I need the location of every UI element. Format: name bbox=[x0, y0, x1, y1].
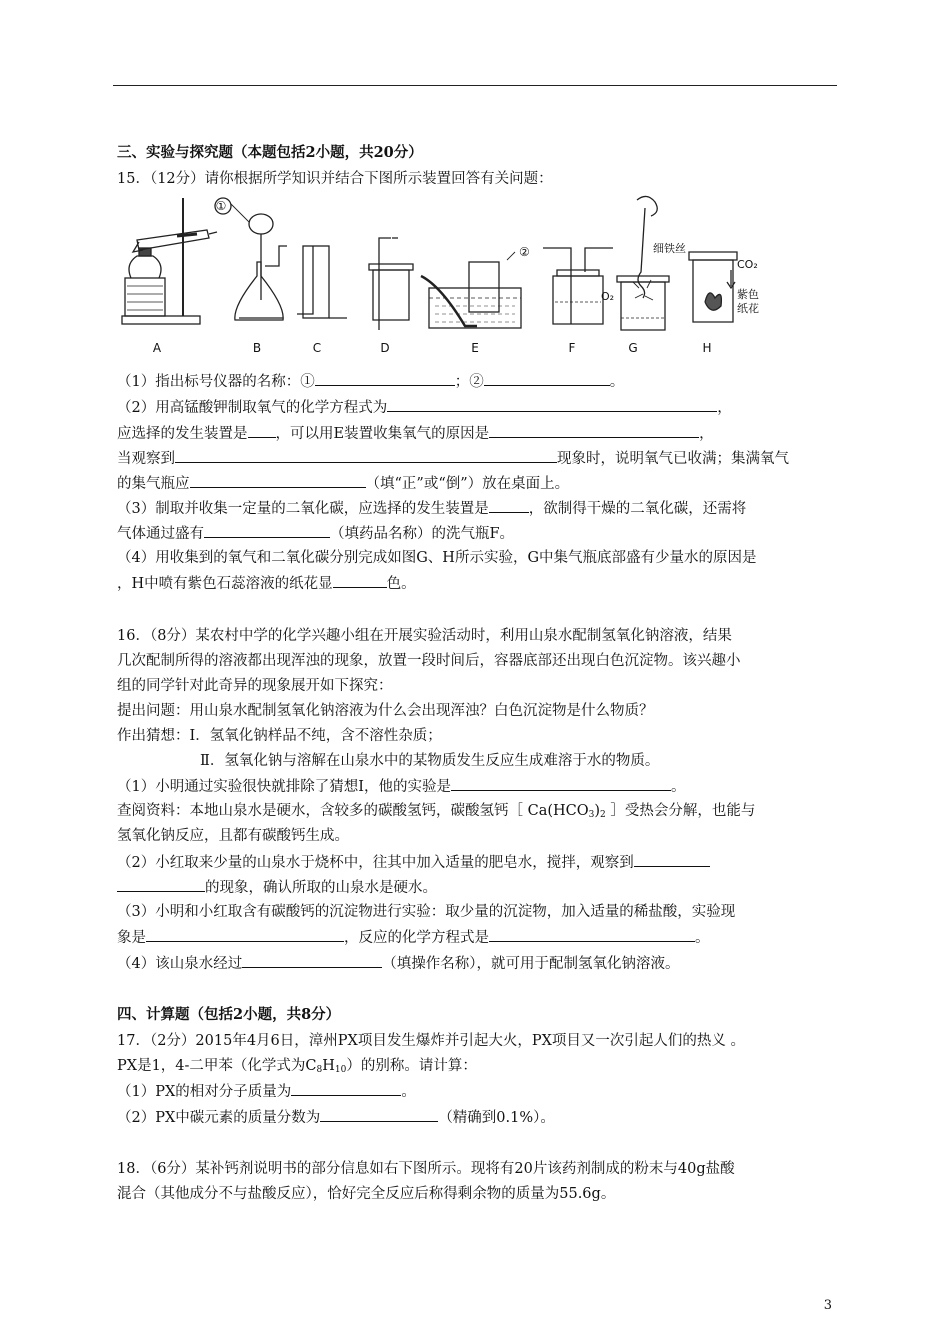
q16-part3-line2: 象是 ，反应的化学方程式是 。 bbox=[117, 927, 710, 948]
answer-blank[interactable] bbox=[315, 371, 455, 386]
q16-part1: （1）小明通过实验很快就排除了猜想Ⅰ，他的实验是 。 bbox=[117, 776, 685, 797]
answer-blank[interactable] bbox=[451, 776, 671, 791]
answer-blank[interactable] bbox=[291, 1081, 401, 1096]
q16-stem-3: 组的同学针对此奇异的现象展开如下探究： bbox=[117, 678, 393, 694]
q15-part3-line1: （3）制取并收集一定量的二氧化碳，应选择的发生装置是 ，欲制得干燥的二氧化碳，还需将 bbox=[117, 498, 746, 519]
label-o2: O₂ bbox=[601, 290, 615, 303]
apparatus-d bbox=[369, 238, 413, 330]
answer-blank[interactable] bbox=[489, 927, 695, 942]
apparatus-g bbox=[617, 196, 669, 330]
q18-stem-1: 18．（6分）某补钙剂说明书的部分信息如右下图所示。现将有20片该药剂制成的粉末与40g盐酸 bbox=[117, 1161, 735, 1177]
label-c: C bbox=[312, 341, 322, 355]
q16-part4: （4）该山泉水经过 （填操作名称），就可用于配制氢氧化钠溶液。 bbox=[117, 953, 679, 974]
q16-question: 提出问题：用山泉水配制氢氧化钠溶液为什么会出现浑浊？白色沉淀物是什么物质？ bbox=[117, 703, 654, 719]
q15-part4-line1: （4）用收集到的氧气和二氧化碳分别完成如图G、H所示实验，G中集气瓶底部盛有少量水的原因是 bbox=[117, 550, 757, 566]
q17-part1: （1）PX的相对分子质量为 。 bbox=[117, 1081, 416, 1102]
q16-stem-1: 16．（8分）某农村中学的化学兴趣小组在开展实验活动时，利用山泉水配制氢氧化钠溶液，结果 bbox=[117, 628, 732, 644]
answer-blank[interactable] bbox=[320, 1107, 438, 1122]
label-co2: CO₂ bbox=[737, 258, 758, 271]
label-paper-2: 纸花 bbox=[737, 302, 759, 315]
q16-stem-2: 几次配制所得的溶液都出现浑浊的现象，放置一段时间后，容器底部还出现白色沉淀物。该兴趣小 bbox=[117, 653, 741, 669]
q16-part2-line2: 的现象，确认所取的山泉水是硬水。 bbox=[117, 877, 437, 898]
apparatus-c bbox=[297, 246, 347, 318]
q18-stem-2: 混合（其他成分不与盐酸反应），恰好完全反应后称得剩余物的质量为55.6g。 bbox=[117, 1186, 616, 1202]
answer-blank[interactable] bbox=[387, 397, 717, 412]
label-a: A bbox=[152, 341, 162, 355]
answer-blank[interactable] bbox=[146, 927, 344, 942]
label-b: B bbox=[252, 341, 262, 355]
q17-stem-1: 17．（2分）2015年4月6日，漳州PX项目发生爆炸并引起大火，PX项目又一次引起人们的热义 。 bbox=[117, 1033, 746, 1049]
q15-part2-line4: 的集气瓶应 （填“正”或“倒”）放在桌面上。 bbox=[117, 473, 569, 494]
callout-1: ① bbox=[215, 199, 227, 213]
label-e: E bbox=[471, 341, 479, 355]
section4-heading: 四、计算题（包括2小题，共8分） bbox=[117, 1006, 341, 1023]
answer-blank[interactable] bbox=[489, 423, 699, 438]
apparatus-figure bbox=[117, 190, 762, 360]
label-g: G bbox=[628, 341, 638, 355]
answer-blank[interactable] bbox=[333, 573, 387, 588]
q17-part2: （2）PX中碳元素的质量分数为 （精确到0.1%）。 bbox=[117, 1107, 555, 1128]
callout-2: ② bbox=[519, 245, 530, 259]
page-number: 3 bbox=[823, 1298, 832, 1313]
answer-blank[interactable] bbox=[204, 523, 330, 538]
q15-part4-line2: ，H中喷有紫色石蕊溶液的纸花显 色。 bbox=[117, 573, 416, 594]
apparatus-h bbox=[689, 252, 737, 322]
section3-heading: 三、实验与探究题（本题包括2小题，共20分） bbox=[117, 144, 423, 161]
answer-blank[interactable] bbox=[117, 877, 205, 892]
label-d: D bbox=[380, 341, 390, 355]
answer-blank[interactable] bbox=[175, 448, 557, 463]
q16-hypothesis-1: 作出猜想：Ⅰ．氢氧化钠样品不纯，含不溶性杂质； bbox=[117, 728, 442, 744]
q16-part3-line1: （3）小明和小红取含有碳酸钙的沉淀物进行实验：取少量的沉淀物，加入适量的稀盐酸，实验现 bbox=[117, 904, 736, 920]
q15-part3-line2: 气体通过盛有 （填药品名称）的洗气瓶F。 bbox=[117, 523, 514, 544]
apparatus-f bbox=[543, 248, 613, 324]
answer-blank[interactable] bbox=[248, 423, 276, 438]
q16-hypothesis-2: Ⅱ．氢氧化钠与溶解在山泉水中的某物质发生反应生成难溶于水的物质。 bbox=[200, 753, 660, 769]
q15-part2-line1: （2）用高锰酸钾制取氧气的化学方程式为 ， bbox=[117, 397, 732, 418]
label-h: H bbox=[702, 341, 712, 355]
q15-part1: （1）指出标号仪器的名称：① ；② 。 bbox=[117, 371, 624, 392]
apparatus-b bbox=[215, 198, 287, 320]
answer-blank[interactable] bbox=[190, 473, 366, 488]
q17-stem-2: PX是1，4-二甲苯（化学式为$C_8H_{10}$）的别称。请计算： bbox=[117, 1058, 477, 1075]
answer-blank[interactable] bbox=[634, 852, 710, 867]
answer-blank[interactable] bbox=[242, 953, 382, 968]
label-f: F bbox=[568, 341, 576, 355]
apparatus-a bbox=[122, 198, 217, 324]
q16-reference-1: 查阅资料：本地山泉水是硬水，含较多的碳酸氢钙，碳酸氢钙［ $Ca(HCO_3)_2$ ］受热会分解，也能与 bbox=[117, 803, 756, 820]
q16-reference-2: 氢氧化钠反应，且都有碳酸钙生成。 bbox=[117, 828, 349, 844]
q15-part2-line3: 当观察到 现象时，说明氧气已收满；集满氧气 bbox=[117, 448, 789, 469]
q15-stem: 15．（12分）请你根据所学知识并结合下图所示装置回答有关问题： bbox=[117, 171, 553, 187]
label-wire: 细铁丝 bbox=[653, 242, 686, 255]
answer-blank[interactable] bbox=[489, 498, 529, 513]
q16-part2-line1: （2）小红取来少量的山泉水于烧杯中，往其中加入适量的肥皂水，搅拌，观察到 bbox=[117, 852, 710, 873]
header-rule bbox=[113, 85, 837, 86]
label-paper-1: 紫色 bbox=[737, 288, 759, 301]
apparatus-e bbox=[421, 252, 521, 328]
answer-blank[interactable] bbox=[484, 371, 610, 386]
q15-part2-line2: 应选择的发生装置是 ，可以用E装置收集氧气的原因是 ， bbox=[117, 423, 714, 444]
